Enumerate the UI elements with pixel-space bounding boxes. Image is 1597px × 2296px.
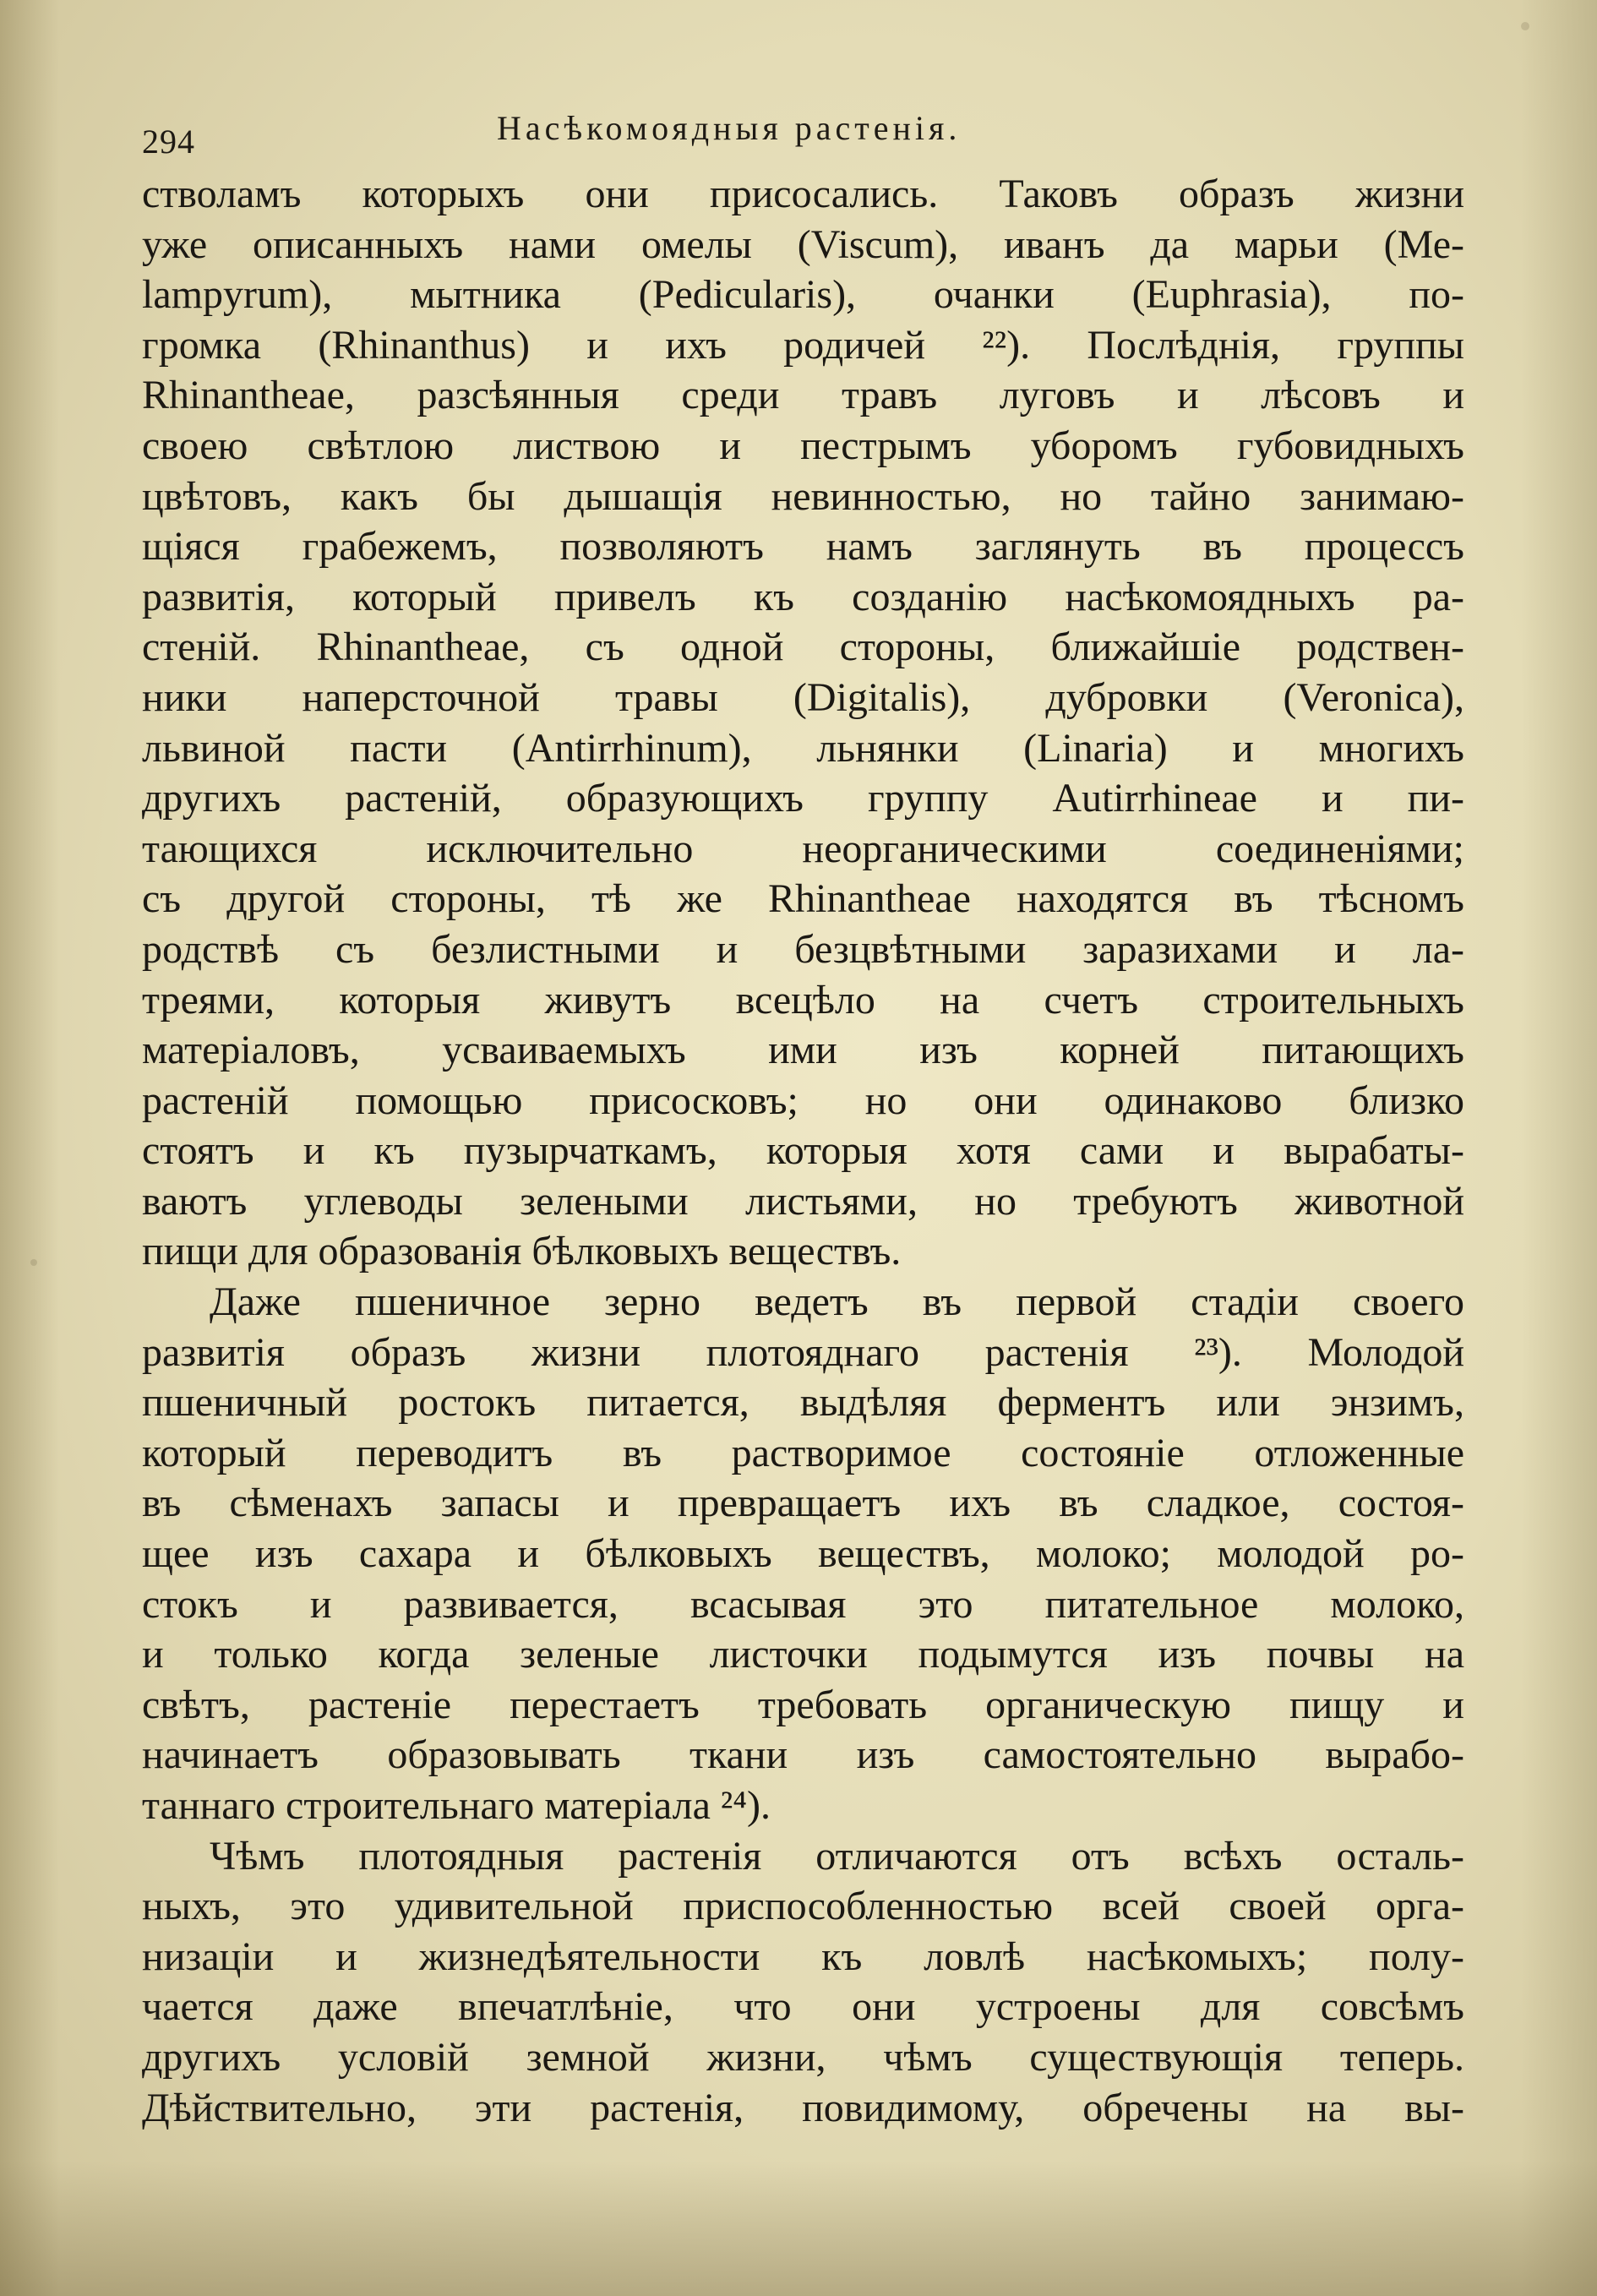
paper-spot xyxy=(1521,22,1529,30)
text-line: развитія образъ жизни плотояднаго растенія ²³). Молодой xyxy=(142,1329,1464,1375)
text-line: въ сѣменахъ запасы и превращаетъ ихъ въ сладкое, состоя- xyxy=(142,1481,1464,1526)
text-line: ваютъ углеводы зелеными листьями, но требуютъ животной xyxy=(142,1178,1464,1224)
text-line: львиной пасти (Antirrhinum), льнянки (Linaria) и многихъ xyxy=(142,725,1464,771)
paragraph xyxy=(142,1277,1464,1831)
page-number: 294 xyxy=(142,123,195,161)
text-line: Rhinantheae, разсѣянныя среди травъ луговъ и лѣсовъ и xyxy=(142,373,1464,418)
text-line: тающихся исключительно неорганическими соединеніями; xyxy=(142,826,1464,871)
text-line: ныхъ, это удивительной приспособленностью всей своей орга- xyxy=(142,1884,1464,1929)
text-line: свѣтъ, растеніе перестаетъ требовать органическую пищу и xyxy=(142,1682,1464,1727)
paragraph xyxy=(142,169,1464,1277)
text-line: Дѣйствительно, эти растенія, повидимому, обречены на вы- xyxy=(142,2085,1464,2130)
text-line: lampyrum), мытника (Pedicularis), очанки (Euphrasia), по- xyxy=(142,272,1464,318)
text-line: другихъ растеній, образующихъ группу Autirrhineae и пи- xyxy=(142,776,1464,821)
text-line: стоятъ и къ пузырчаткамъ, которыя хотя сами и вырабаты- xyxy=(142,1128,1464,1174)
text-line: стеній. Rhinantheae, съ одной стороны, ближайшіе родствен- xyxy=(142,624,1464,670)
text-line: пищи для образованія бѣлковыхъ веществъ. xyxy=(142,1229,902,1274)
text-line: пшеничный ростокъ питается, выдѣляя ферментъ или энзимъ, xyxy=(142,1380,1464,1426)
text-line: громка (Rhinanthus) и ихъ родичей ²²). Послѣднія, группы xyxy=(142,322,1464,368)
text-line: щее изъ сахара и бѣлковыхъ веществъ, молоко; молодой ро- xyxy=(142,1531,1464,1577)
text-line: цвѣтовъ, какъ бы дышащія невинностью, но тайно занимаю- xyxy=(142,473,1464,519)
paper-spot xyxy=(30,1259,37,1266)
text-line: Чѣмъ плотоядныя растенія отличаются отъ всѣхъ осталь- xyxy=(210,1833,1464,1879)
text-line: развитія, который привелъ къ созданію насѣкомоядныхъ ра- xyxy=(142,574,1464,619)
paragraph xyxy=(142,1831,1464,2134)
text-line: треями, которыя живутъ всецѣло на счетъ строительныхъ xyxy=(142,977,1464,1023)
text-line: растеній помощью присосковъ; но они одинаково близко xyxy=(142,1077,1464,1123)
text-line: родствѣ съ безлистными и безцвѣтными заразихами и ла- xyxy=(142,926,1464,972)
text-line: чается даже впечатлѣніе, что они устроены для совсѣмъ xyxy=(142,1984,1464,2030)
page-header xyxy=(142,108,1469,161)
text-line: который переводитъ въ растворимое состояніе отложенные xyxy=(142,1430,1464,1475)
text-line: другихъ условій земной жизни, чѣмъ существующія теперь. xyxy=(142,2034,1464,2080)
text-line: таннаго строительнаго матеріала ²⁴). xyxy=(142,1783,771,1828)
text-line: матеріаловъ, усваиваемыхъ ими изъ корней питающихъ xyxy=(142,1028,1464,1073)
text-line: съ другой стороны, тѣ же Rhinantheae находятся въ тѣсномъ xyxy=(142,876,1464,922)
text-line: уже описанныхъ нами омелы (Viscum), иванъ да марьи (Ме- xyxy=(142,221,1464,267)
page-shadow-right xyxy=(1521,0,1597,2296)
text-line: своею свѣтлою листвою и пестрымъ уборомъ губовидныхъ xyxy=(142,423,1464,468)
text-line: начинаетъ образовывать ткани изъ самостоятельно вырабо- xyxy=(142,1732,1464,1778)
text-line: и только когда зеленые листочки подымутся изъ почвы на xyxy=(142,1632,1464,1677)
text-line: стокъ и развивается, всасывая это питательное молоко, xyxy=(142,1581,1464,1627)
running-title: Насѣкомоядныя растенія. xyxy=(497,109,962,147)
text-line: низаціи и жизнедѣятельности къ ловлѣ насѣкомыхъ; полу- xyxy=(142,1933,1464,1979)
text-line: щіяся грабежемъ, позволяютъ намъ заглянуть въ процессъ xyxy=(142,524,1464,570)
text-line: стволамъ которыхъ они присосались. Таковъ образъ жизни xyxy=(142,172,1464,216)
text-line: Даже пшеничное зерно ведетъ въ первой стадіи своего xyxy=(210,1279,1464,1325)
text-line: ники наперсточной травы (Digitalis), дубровки (Veronica), xyxy=(142,674,1464,720)
page-shadow-bottom xyxy=(0,2161,1597,2296)
page-shadow-left xyxy=(0,0,59,2296)
body-text xyxy=(142,169,1464,2133)
